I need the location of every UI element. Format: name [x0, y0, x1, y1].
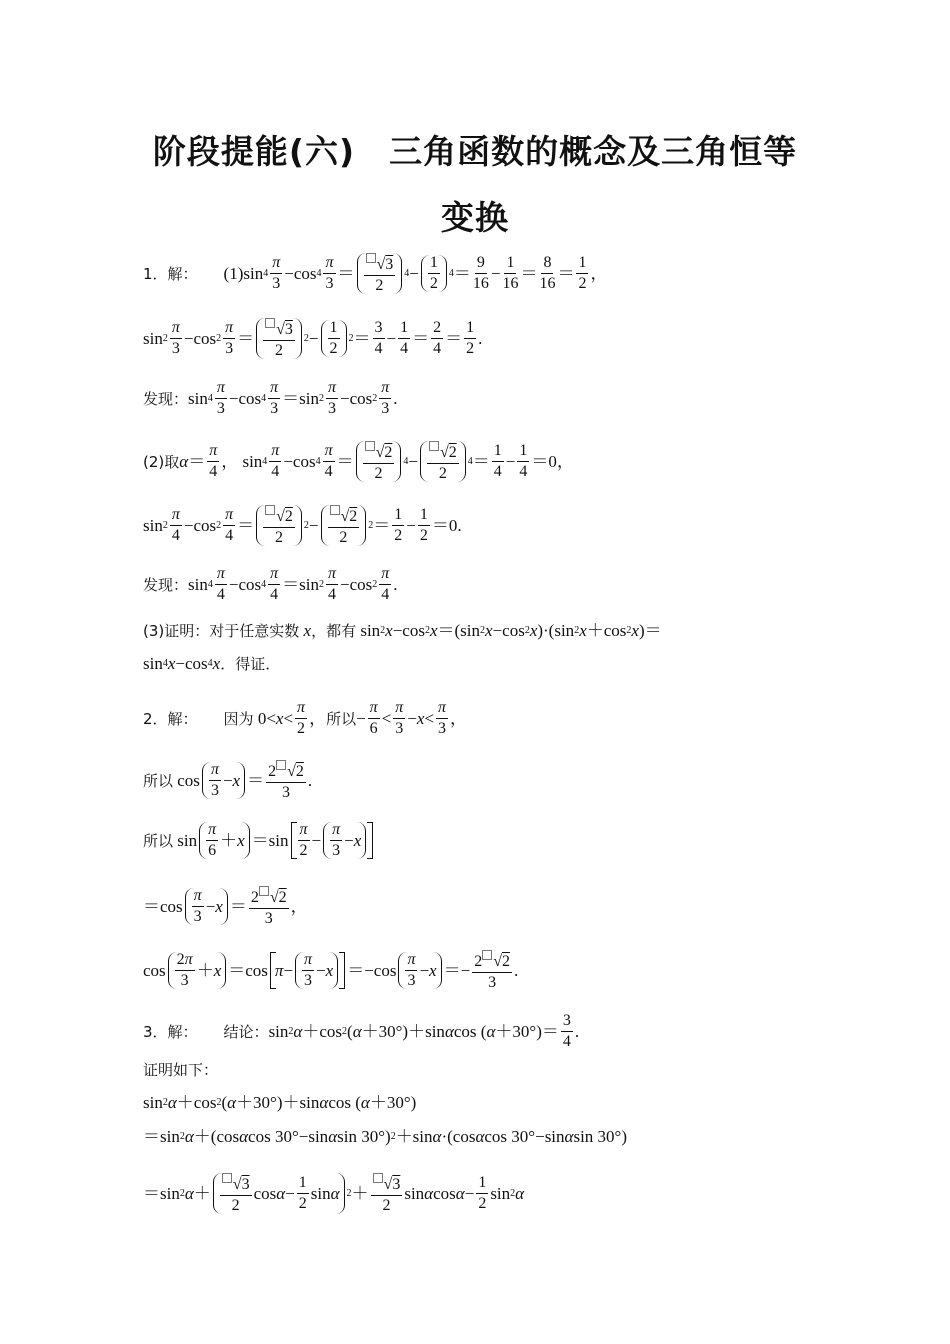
q1-part3-line-2: sin 4 x −cos 4 x ．得证．	[143, 654, 281, 673]
q3-line-3: ＝sin 2 α ＋(cos α cos 30°−sin α sin 30°) 2 ＋sin α ·(cos α cos 30°−sin α sin 30°)	[143, 1127, 628, 1146]
q1-part3-text: 对于任意实数	[209, 622, 300, 640]
q3-line-2: sin 2 α ＋cos 2 ( α ＋30°)＋sin α cos ( α ＋30°)	[143, 1093, 417, 1112]
so-text: 所以	[326, 709, 357, 728]
proof-intro: 证明如下：	[143, 1061, 219, 1079]
q2-line-3: 所以 sin $\frac{\pi}{6}$ ＋ x ＝sin $\frac{\pi}{2}$ − $\frac{\pi}{3}$ − x	[143, 822, 375, 859]
found-label-2: 发现：	[143, 575, 189, 594]
q3-label: 3．解：	[143, 1022, 198, 1041]
q1-part2-prefix: (2)取	[143, 452, 180, 471]
q1-found-2: 发现： sin 4 $\frac{\pi}{4}$ −cos 4 $\frac{\pi}{4}$ ＝sin 2 $\frac{\pi}{4}$ −cos 2 $\frac{\pi}{4}$ .	[143, 565, 398, 603]
q1-part2-line-1: (2)取 α ＝ $\frac{\pi}{4}$ ， sin 4 $\frac{\pi}{4}$ −cos 4 $\frac{\pi}{4}$ ＝ $\frac{√2}{2}$ 4 − $\frac{√2}{2}$ 4 ＝ $\frac{1}{4}$ − $\frac{1}{4}$ ＝0，	[143, 442, 574, 482]
q1-part3-line-1: (3)证明： 对于任意实数 x ，都有 sin 2 x −cos 2 x ＝(sin 2 x −cos 2 x )·(sin 2 x ＋cos 2 x )＝	[143, 621, 662, 640]
proved-text: ．得证．	[220, 655, 281, 673]
q3-proof-intro	[143, 1060, 218, 1080]
so-text-2: 所以	[143, 771, 174, 790]
q1-found-1: 发现： sin 4 $\frac{\pi}{3}$ −cos 4 $\frac{\pi}{3}$ ＝sin 2 $\frac{\pi}{3}$ −cos 2 $\frac{\pi}{3}$ .	[143, 379, 398, 417]
conclusion-label: 结论：	[223, 1022, 269, 1041]
q2-line-2: 所以 cos $\frac{\pi}{3}$ − x ＝ $\frac{2 √2}{3}$ .	[143, 761, 313, 801]
q3-line-1: 3．解： 结论： sin 2 α ＋cos 2 ( α ＋30°)＋sin α cos ( α ＋30°)＝ $\frac{3}{4}$ .	[143, 1012, 580, 1050]
q1-part1-prefix: (1)	[223, 263, 244, 283]
q1-line-1: 1．解： (1) sin 4 $\frac{\pi}{3}$ −cos 4 $\frac{\pi}{3}$ ＝ $\frac{√3}{2}$ 4 − $\frac{1}{2}$ 4 ＝ $\frac{9}{16}$ − $\frac{1}{16}$ ＝ $\frac{8}{16}$ ＝ $\frac{1}{2}$ ，	[143, 254, 608, 294]
q2-line-5: cos $\frac{2\pi}{3}$ ＋ x ＝cos π − $\frac{\pi}{3}$ − x ＝−cos $\frac{\pi}{3}$ − x ＝− $\frac{2 √2}{3}$ .	[143, 951, 519, 991]
page-title-continued: 变换	[441, 198, 509, 237]
q2-line-1: 2．解： 因为 0< x < $\frac{\pi}{2}$ ， 所以 − $\frac{\pi}{6}$ < $\frac{\pi}{3}$ − x < $\frac{\pi}{3}$ ，	[143, 699, 468, 737]
page-title: 阶段提能(六) 三角函数的概念及三角恒等	[152, 132, 798, 171]
q1-part3-prefix: (3)证明：	[143, 622, 210, 640]
found-label: 发现：	[143, 389, 189, 408]
q1-label: 1．解：	[143, 264, 198, 283]
because-text: 因为	[223, 709, 254, 728]
q2-label: 2．解：	[143, 709, 198, 728]
q1-line-2: sin 2 $\frac{\pi}{3}$ −cos 2 $\frac{\pi}{3}$ ＝ $\frac{√3}{2}$ 2 − $\frac{1}{2}$ 2 ＝ $\frac{3}{4}$ − $\frac{1}{4}$ ＝ $\frac{2}{4}$ ＝ $\frac{1}{2}$ .	[143, 319, 483, 359]
q1-part3-have: ，都有	[311, 622, 357, 640]
q2-line-4: ＝cos $\frac{\pi}{3}$ − x ＝ $\frac{2 √2}{3}$ ，	[143, 887, 308, 927]
q3-line-4: ＝sin 2 α ＋ $\frac{√3}{2}$ cos α − $\frac{1}{2}$ sin α 2 ＋ $\frac{√3}{2}$ sin α cos α − $\frac{1}{2}$ sin 2 α	[143, 1174, 525, 1214]
q1-part2-line-2: sin 2 $\frac{\pi}{4}$ −cos 2 $\frac{\pi}{4}$ ＝ $\frac{√2}{2}$ 2 − $\frac{√2}{2}$ 2 ＝ $\frac{1}{2}$ − $\frac{1}{2}$ ＝0.	[143, 506, 462, 546]
so-text-3: 所以	[143, 831, 174, 850]
